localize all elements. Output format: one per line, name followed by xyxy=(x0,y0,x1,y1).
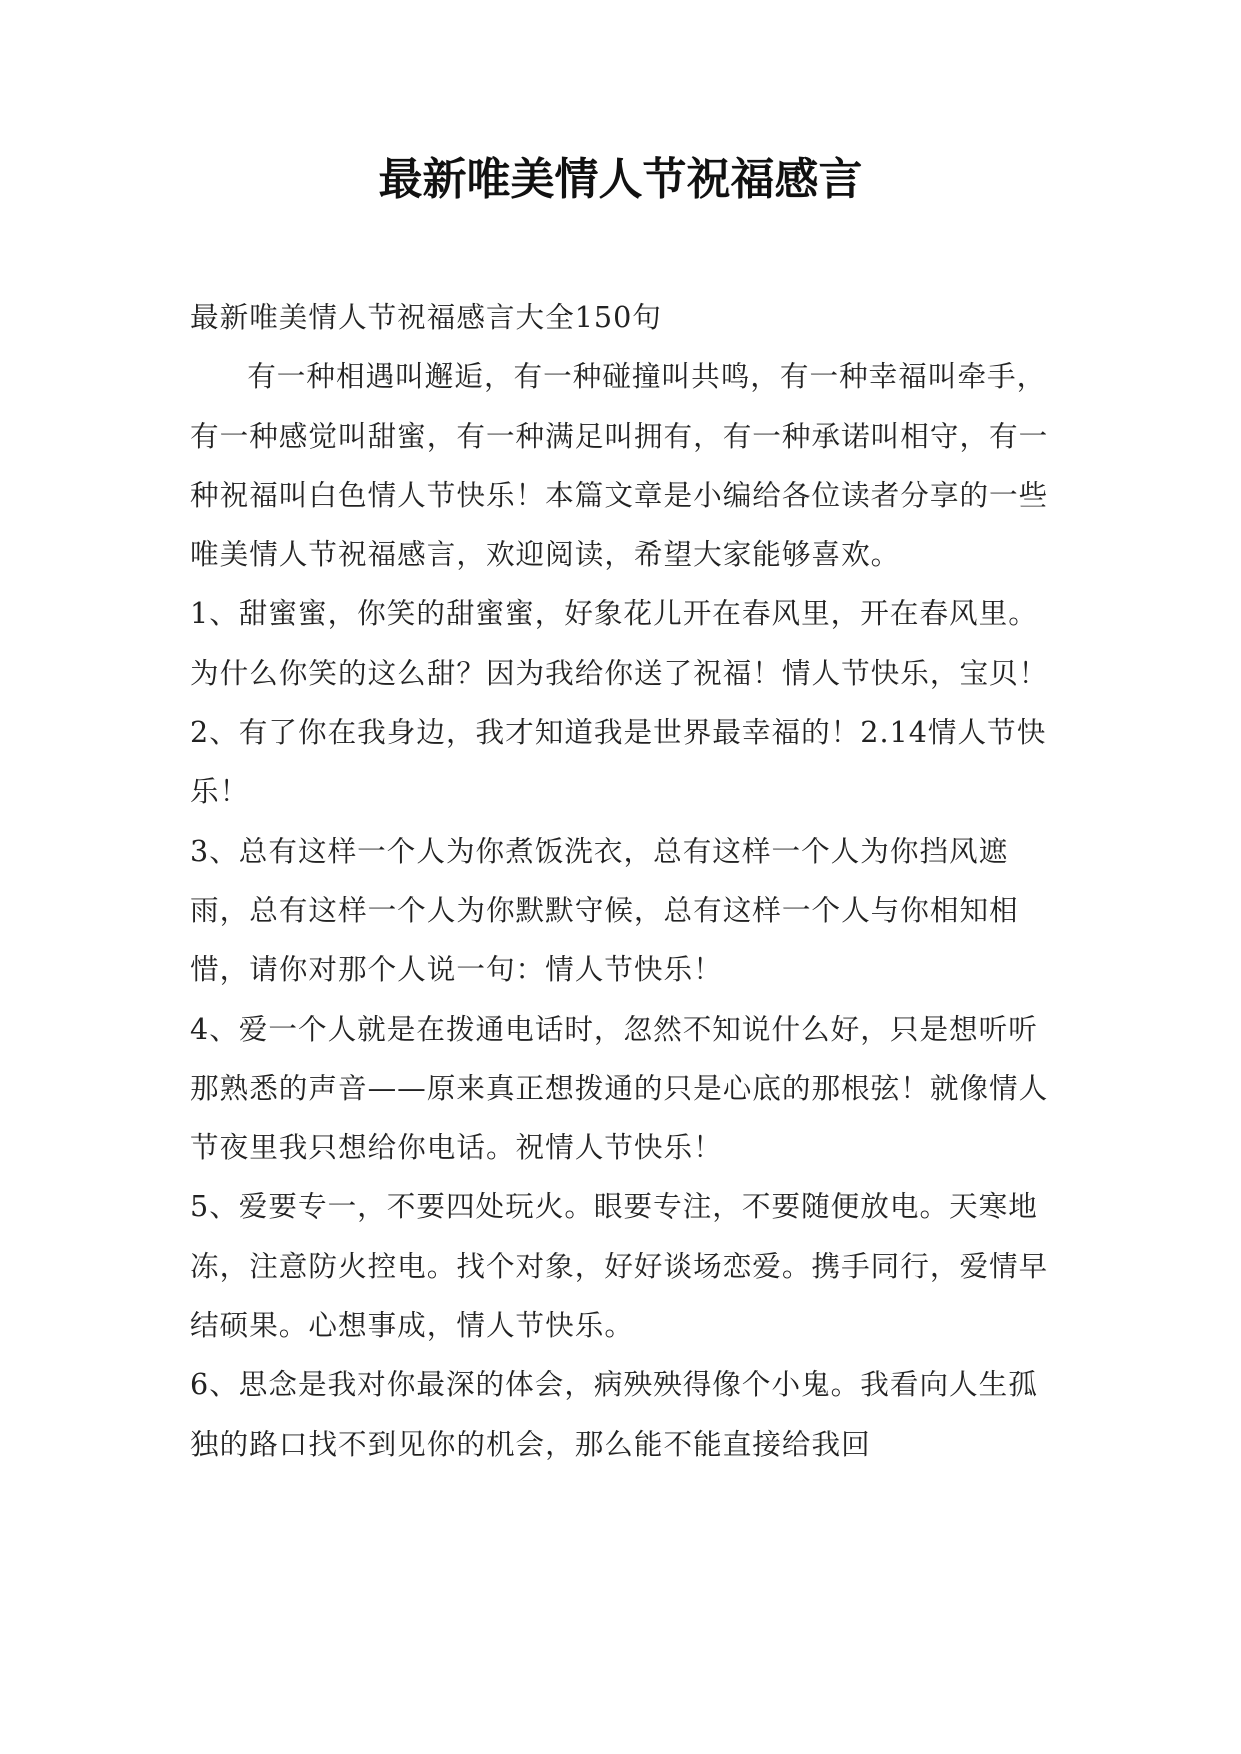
list-item: 4、爱一个人就是在拨通电话时，忽然不知说什么好，只是想听听那熟悉的声音——原来真正想拨通的只是心底的那根弦！就像情人节夜里我只想给你电话。祝情人节快乐！ xyxy=(190,1011,1049,1165)
document-title: 最新唯美情人节祝福感言 xyxy=(378,154,863,205)
document-body xyxy=(190,288,1052,1474)
list-item: 1、甜蜜蜜，你笑的甜蜜蜜，好象花儿开在春风里，开在春风里。为什么你笑的这么甜？因为我给你送了祝福！情人节快乐，宝贝！ xyxy=(190,596,1049,690)
list-item: 5、爱要专一，不要四处玩火。眼要专注，不要随便放电。天寒地冻，注意防火控电。找个对象，好好谈场恋爱。携手同行，爱情早结硕果。心想事成，情人节快乐。 xyxy=(190,1189,1049,1343)
intro-paragraph: 有一种相遇叫邂逅，有一种碰撞叫共鸣，有一种幸福叫牵手，有一种感觉叫甜蜜，有一种满足叫拥有，有一种承诺叫相守，有一种祝福叫白色情人节快乐！本篇文章是小编给各位读者分享的一些唯美情人节祝福感言，欢迎阅读，希望大家能够喜欢。 xyxy=(190,359,1049,572)
list-item: 3、总有这样一个人为你煮饭洗衣，总有这样一个人为你挡风遮雨，总有这样一个人为你默默守候，总有这样一个人与你相知相惜，请你对那个人说一句：情人节快乐！ xyxy=(190,833,1019,987)
document-subtitle: 最新唯美情人节祝福感言大全150句 xyxy=(190,300,662,334)
list-item: 6、思念是我对你最深的体会，病殃殃得像个小鬼。我看向人生孤独的路口找不到见你的机会，那么能不能直接给我回 xyxy=(190,1367,1038,1461)
list-item: 2、有了你在我身边，我才知道我是世界最幸福的！2.14情人节快乐！ xyxy=(190,715,1047,809)
